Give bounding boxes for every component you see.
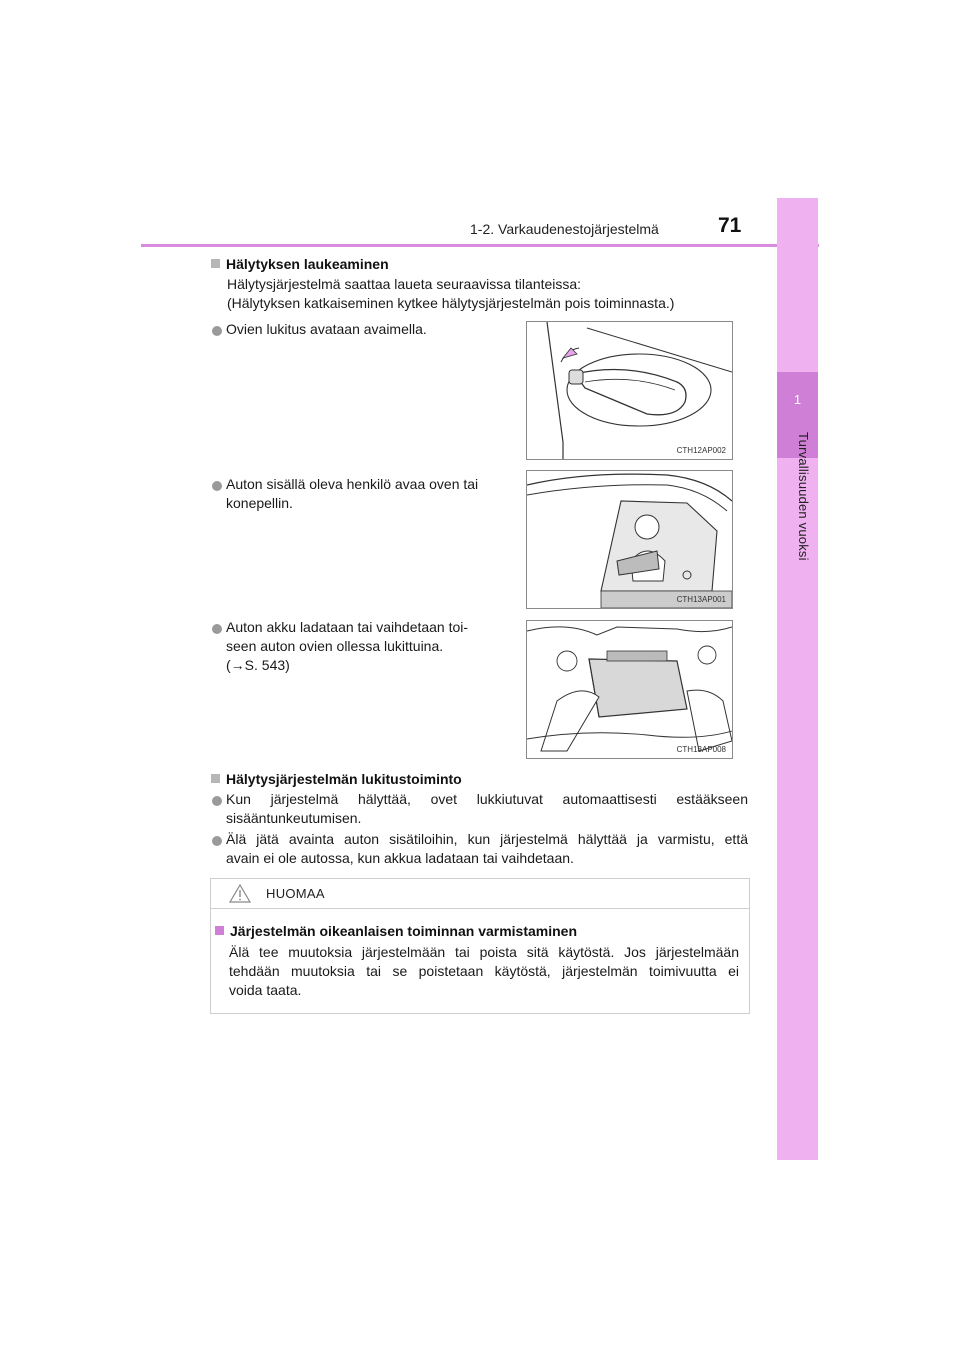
figure-code: CTH12AP002 bbox=[676, 446, 726, 455]
round-bullet-icon bbox=[212, 624, 222, 634]
page-number: 71 bbox=[718, 214, 742, 237]
notice-header bbox=[211, 879, 749, 909]
list-item-line: Auton akku ladataan tai vaihdetaan toi- bbox=[226, 619, 469, 635]
figure-person-door bbox=[526, 470, 733, 609]
notice-title: HUOMAA bbox=[266, 886, 325, 901]
section-heading-alarm-trigger bbox=[211, 256, 389, 272]
figure-code: CTH13AP008 bbox=[676, 745, 726, 754]
square-bullet-icon bbox=[211, 259, 220, 268]
person-opening-door-illustration bbox=[527, 471, 732, 608]
heading-text: Hälytysjärjestelmän lukitustoiminto bbox=[226, 771, 462, 787]
round-bullet-icon bbox=[212, 836, 222, 846]
notice-line: Älä tee muutoksia järjestelmään tai poista sitä käytöstä. Jos järjestelmään bbox=[229, 944, 739, 960]
section-title: 1-2. Varkaudenestojärjestelmä bbox=[470, 221, 659, 237]
list-item bbox=[226, 618, 518, 675]
list-item bbox=[226, 790, 748, 828]
list-item: Ovien lukitus avataan avaimella. bbox=[226, 321, 427, 337]
heading-text: Järjestelmän oikeanlaisen toiminnan varmistaminen bbox=[230, 923, 578, 939]
figure-battery bbox=[526, 620, 733, 759]
list-item-line: Kun järjestelmä hälyttää, ovet lukkiutuvat automaattisesti estääkseen bbox=[226, 791, 748, 807]
list-item-line: sisääntunkeutumisen. bbox=[226, 810, 362, 826]
figure-code: CTH13AP001 bbox=[676, 595, 726, 604]
figure-door-key bbox=[526, 321, 733, 460]
round-bullet-icon bbox=[212, 481, 222, 491]
round-bullet-icon bbox=[212, 326, 222, 336]
chapter-title: Turvallisuuden vuoksi bbox=[796, 432, 811, 561]
notice-body bbox=[229, 943, 739, 1000]
section-heading-lock-function bbox=[211, 771, 462, 787]
list-item bbox=[226, 830, 748, 868]
heading-text: Hälytyksen laukeaminen bbox=[226, 256, 389, 272]
notice-line: tehdään muutoksia tai se poistetaan käytöstä, järjestelmän toimivuutta ei bbox=[229, 963, 739, 979]
round-bullet-icon bbox=[212, 796, 222, 806]
section-intro bbox=[227, 275, 757, 313]
intro-line: Hälytysjärjestelmä saattaa laueta seuraavissa tilanteissa: bbox=[227, 276, 582, 292]
list-item-line: avain ei ole autossa, kun akkua ladataan tai vaihdetaan. bbox=[226, 850, 574, 866]
chapter-side-tab bbox=[777, 198, 818, 1160]
list-item-line: seen auton ovien ollessa lukittuina. bbox=[226, 638, 444, 654]
page-reference: (→S. 543) bbox=[226, 657, 290, 673]
battery-replacement-illustration bbox=[527, 621, 732, 758]
square-bullet-icon bbox=[211, 774, 220, 783]
warning-triangle-icon bbox=[229, 884, 251, 903]
square-bullet-icon bbox=[215, 926, 224, 935]
notice-line: voida taata. bbox=[229, 982, 302, 998]
notice-box bbox=[210, 878, 750, 1014]
list-item-line: Auton sisällä oleva henkilö avaa oven tai bbox=[226, 476, 479, 492]
header-rule bbox=[141, 244, 819, 247]
chapter-number: 1 bbox=[793, 392, 802, 407]
list-item-line: Älä jätä avainta auton sisätiloihin, kun järjestelmä hälyttää ja varmistu, että bbox=[226, 831, 748, 847]
door-key-illustration bbox=[527, 322, 732, 459]
list-item-line: konepellin. bbox=[226, 495, 293, 511]
intro-line: (Hälytyksen katkaiseminen kytkee hälytysjärjestelmän pois toiminnasta.) bbox=[227, 295, 675, 311]
notice-heading bbox=[215, 923, 577, 939]
list-item bbox=[226, 475, 518, 513]
